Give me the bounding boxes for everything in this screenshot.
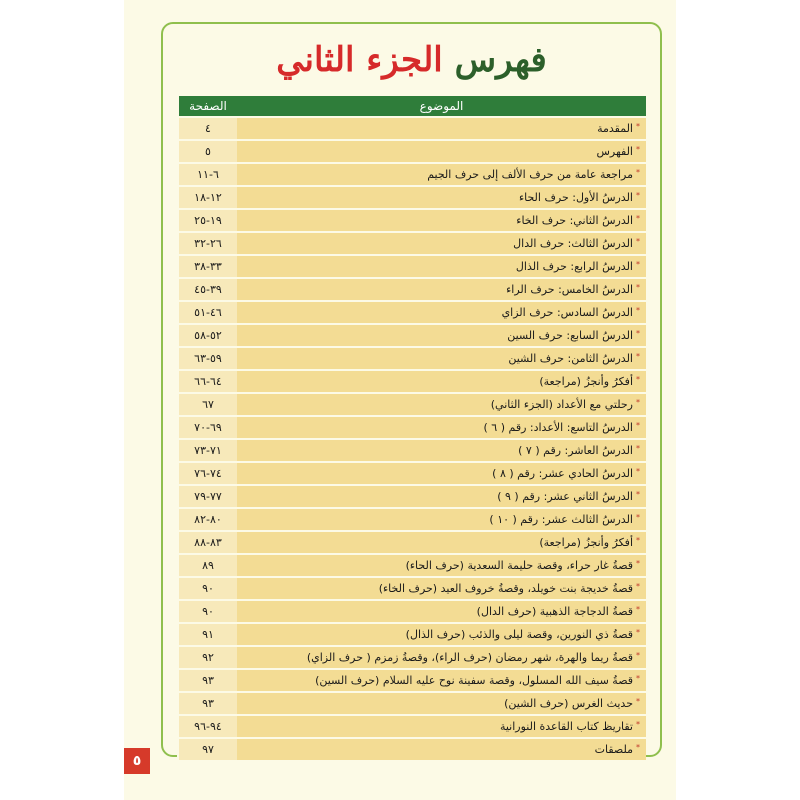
toc-page-cell: ٧٤-٧٦	[177, 463, 237, 484]
toc-page-cell: ٩٢	[177, 647, 237, 668]
toc-topic-cell	[237, 371, 646, 392]
toc-topic-cell	[237, 164, 646, 185]
toc-page-cell: ٤	[177, 118, 237, 139]
toc-topic-text: الدرسُ السادس: حرف الزاي	[501, 306, 633, 319]
toc-page-cell: ٨٣-٨٨	[177, 532, 237, 553]
toc-topic-cell	[237, 233, 646, 254]
toc-header-row	[177, 96, 646, 116]
toc-topic-text: أفكرُ وأنجزُ (مراجعة)	[539, 536, 633, 549]
toc-topic-text: مراجعة عامة من حرف الألف إلى حرف الجيم	[427, 168, 633, 181]
toc-row	[177, 233, 646, 254]
toc-page-cell: ٥	[177, 141, 237, 162]
toc-topic-cell	[237, 279, 646, 300]
toc-row	[177, 601, 646, 622]
toc-topic-text: الدرسُ الثامن: حرف الشين	[508, 352, 633, 365]
toc-page-cell: ٩٧	[177, 739, 237, 760]
toc-topic-cell	[237, 555, 646, 576]
toc-topic-text: الدرسُ العاشر: رقم ( ٧ )	[518, 444, 633, 457]
title-word-index: فهرس	[454, 40, 547, 80]
toc-topic-cell	[237, 601, 646, 622]
toc-page-cell: ١٩-٢٥	[177, 210, 237, 231]
toc-row	[177, 210, 646, 231]
toc-row	[177, 716, 646, 737]
toc-topic-text: تقاريظ كتاب القاعدة النورانية	[499, 720, 633, 733]
bullet-icon: *	[636, 168, 640, 177]
bullet-icon: *	[636, 260, 640, 269]
toc-topic-cell	[237, 348, 646, 369]
toc-page-cell: ١٢-١٨	[177, 187, 237, 208]
bullet-icon: *	[636, 444, 640, 453]
toc-page-cell: ٦-١١	[177, 164, 237, 185]
toc-topic-text: رحلتي مع الأعداد (الجزء الثاني)	[490, 398, 633, 411]
toc-topic-text: قصةُ ريما والهرة، شهر رمضان (حرف الراء)، وقصةُ زمزم ( حرف الزاي)	[306, 651, 633, 664]
bullet-icon: *	[636, 513, 640, 522]
toc-topic-text: الدرسُ التاسع: الأعداد: رقم ( ٦ )	[483, 421, 633, 434]
bullet-icon: *	[636, 720, 640, 729]
toc-row	[177, 325, 646, 346]
bullet-icon: *	[636, 651, 640, 660]
toc-row	[177, 555, 646, 576]
toc-row	[177, 440, 646, 461]
bullet-icon: *	[636, 329, 640, 338]
toc-row	[177, 371, 646, 392]
toc-page-cell: ٩٠	[177, 578, 237, 599]
toc-page-cell: ٩١	[177, 624, 237, 645]
toc-topic-cell	[237, 325, 646, 346]
toc-topic-text: الدرسُ الثاني عشر: رقم ( ٩ )	[497, 490, 633, 503]
toc-topic-cell	[237, 693, 646, 714]
bullet-icon: *	[636, 697, 640, 706]
bullet-icon: *	[636, 674, 640, 683]
toc-page-cell: ٤٦-٥١	[177, 302, 237, 323]
bullet-icon: *	[636, 145, 640, 154]
toc-topic-cell	[237, 624, 646, 645]
bullet-icon: *	[636, 237, 640, 246]
toc-row	[177, 256, 646, 277]
toc-page-cell: ٣٩-٤٥	[177, 279, 237, 300]
toc-row	[177, 486, 646, 507]
toc-page-cell: ٥٢-٥٨	[177, 325, 237, 346]
toc-topic-text: الدرسُ الثالث: حرف الدال	[513, 237, 633, 250]
toc-topic-cell	[237, 739, 646, 760]
toc-topic-text: الدرسُ السابع: حرف السين	[507, 329, 633, 342]
toc-topic-cell	[237, 670, 646, 691]
toc-topic-cell	[237, 118, 646, 139]
page-header: الصفحة	[177, 96, 237, 116]
toc-topic-text: قصةُ الدجاجة الذهبية (حرف الدال)	[476, 605, 633, 618]
toc-topic-text: حديث الغرس (حرف الشين)	[504, 697, 633, 710]
toc-row	[177, 578, 646, 599]
toc-page-cell: ٥٩-٦٣	[177, 348, 237, 369]
bullet-icon: *	[636, 743, 640, 752]
toc-row	[177, 164, 646, 185]
toc-row	[177, 141, 646, 162]
toc-page-cell: ٦٤-٦٦	[177, 371, 237, 392]
bullet-icon: *	[636, 582, 640, 591]
toc-table	[177, 94, 646, 762]
toc-topic-text: ملصقات	[594, 743, 633, 756]
toc-topic-cell	[237, 463, 646, 484]
bullet-icon: *	[636, 605, 640, 614]
toc-row	[177, 532, 646, 553]
toc-row	[177, 279, 646, 300]
page-title	[161, 30, 662, 90]
toc-topic-cell	[237, 578, 646, 599]
toc-row	[177, 187, 646, 208]
toc-page-cell: ٧٧-٧٩	[177, 486, 237, 507]
toc-topic-text: الفهرس	[596, 145, 633, 158]
toc-topic-text: المقدمة	[597, 122, 633, 135]
toc-page-cell: ٧١-٧٣	[177, 440, 237, 461]
toc-topic-cell	[237, 141, 646, 162]
page-number: ٥	[124, 748, 150, 774]
toc-page-cell: ٨٠-٨٢	[177, 509, 237, 530]
toc-topic-cell	[237, 394, 646, 415]
toc-page-cell: ٩٠	[177, 601, 237, 622]
bullet-icon: *	[636, 421, 640, 430]
toc-topic-cell	[237, 532, 646, 553]
toc-page-cell: ٩٤-٩٦	[177, 716, 237, 737]
toc-row	[177, 463, 646, 484]
toc-row	[177, 348, 646, 369]
toc-row	[177, 624, 646, 645]
toc-topic-cell	[237, 647, 646, 668]
toc-topic-cell	[237, 509, 646, 530]
toc-topic-text: الدرسُ الأول: حرف الحاء	[518, 191, 633, 204]
toc-row	[177, 417, 646, 438]
bullet-icon: *	[636, 352, 640, 361]
toc-row	[177, 693, 646, 714]
toc-topic-cell	[237, 210, 646, 231]
toc-topic-text: الدرسُ الخامس: حرف الراء	[506, 283, 633, 296]
title-word-part: الجزء الثاني	[276, 40, 443, 80]
toc-topic-text: قصةُ خديجة بنت خويلد، وقصةُ خروف العيد (حرف الخاء)	[378, 582, 633, 595]
bullet-icon: *	[636, 559, 640, 568]
bullet-icon: *	[636, 490, 640, 499]
toc-topic-cell	[237, 302, 646, 323]
toc-page-cell: ٣٣-٣٨	[177, 256, 237, 277]
toc-row	[177, 302, 646, 323]
bullet-icon: *	[636, 536, 640, 545]
toc-topic-text: قصةُ سيف الله المسلول، وقصة سفينة نوح عليه السلام (حرف السين)	[315, 674, 633, 687]
toc-topic-text: الدرسُ الثاني: حرف الخاء	[516, 214, 633, 227]
toc-row	[177, 509, 646, 530]
toc-page-cell: ٦٧	[177, 394, 237, 415]
toc-row	[177, 118, 646, 139]
toc-page-cell: ٨٩	[177, 555, 237, 576]
bullet-icon: *	[636, 467, 640, 476]
toc-row	[177, 647, 646, 668]
bullet-icon: *	[636, 214, 640, 223]
toc-topic-cell	[237, 417, 646, 438]
bullet-icon: *	[636, 628, 640, 637]
toc-topic-cell	[237, 256, 646, 277]
toc-topic-text: قصةُ غار حراء، وقصة حليمة السعدية (حرف الحاء)	[405, 559, 633, 572]
toc-topic-text: الدرسُ الثالث عشر: رقم ( ١٠ )	[489, 513, 633, 526]
toc-page-cell: ٩٣	[177, 693, 237, 714]
toc-row	[177, 394, 646, 415]
toc-topic-text: الدرسُ الرابع: حرف الذال	[515, 260, 633, 273]
toc-topic-text: أفكرُ وأنجزُ (مراجعة)	[539, 375, 633, 388]
bullet-icon: *	[636, 122, 640, 131]
bullet-icon: *	[636, 398, 640, 407]
toc-topic-text: قصةُ ذي النورين، وقصة ليلى والذئب (حرف الذال)	[405, 628, 633, 641]
toc-page-cell: ٢٦-٣٢	[177, 233, 237, 254]
toc-body	[177, 118, 646, 760]
toc-topic-cell	[237, 440, 646, 461]
toc-page-cell: ٩٣	[177, 670, 237, 691]
bullet-icon: *	[636, 375, 640, 384]
toc-page-cell: ٦٩-٧٠	[177, 417, 237, 438]
toc-topic-text: الدرسُ الحادي عشر: رقم ( ٨ )	[492, 467, 633, 480]
toc-topic-cell	[237, 187, 646, 208]
bullet-icon: *	[636, 283, 640, 292]
topic-header: الموضوع	[237, 96, 646, 116]
toc-row	[177, 739, 646, 760]
bullet-icon: *	[636, 306, 640, 315]
toc-topic-cell	[237, 486, 646, 507]
toc-topic-cell	[237, 716, 646, 737]
bullet-icon: *	[636, 191, 640, 200]
toc-row	[177, 670, 646, 691]
